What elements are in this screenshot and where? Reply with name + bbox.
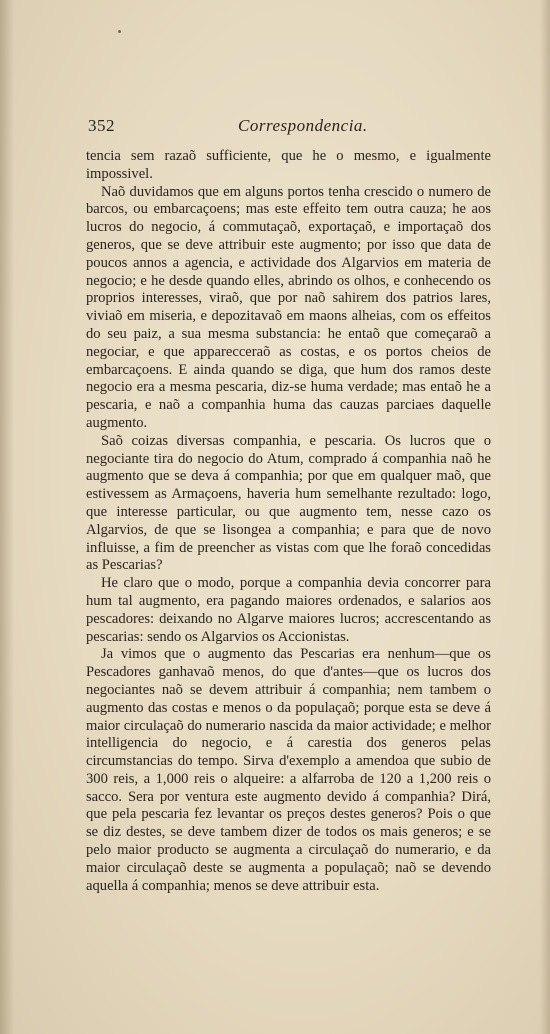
page-edge-shadow-right <box>540 0 550 1034</box>
running-title: Correspondencia. <box>238 116 368 135</box>
paragraph-5: Ja vimos que o augmento das Pescarias era nenhum—que os Pescadores ganhavaõ menos, do que d'antes—que os lucros dos negociantes naõ se devem attribuir á companhia; nem tambem o augmento das costas e menos o da populaçaõ; porque esta se deve á maior circulaçaõ do numerario nascida da maior actividade; e melhor intelligencia do negocio, e á carestia dos generos pelas circumstancias do tempo. Sirva d'exemplo a amendoa que subio de 300 reis, a 1,000 reis o alqueire: a alfarroba de 120 a 1,200 reis o sacco. Sera por ventura este augmento devido á companhia? Dirá, que pela pescaria fez levantar os preços destes generos? Pois o que se diz destes, se deve tambem dizer de todos os mais generos; e se pelo maior producto se augmenta a circulaçaõ do numerario, e da maior circulaçaõ deste se augmenta a populaçaõ; naõ se devendo aquella á companhia; menos se deve attribuir esta. <box>86 646 491 894</box>
page-number: 352 <box>88 116 115 135</box>
paragraph-2: Naõ duvidamos que em alguns portos tenha crescido o numero de barcos, ou embarcaçoens; mas este effeito tem outra cauza; he aos lucros do negocio, á commutaçaõ, exportaçaõ, e importaçaõ dos generos, que se deve attribuir este augmento; por isso que data de poucos annos a agencia, e actividade dos Algarvios em materia de negocio; e he desde quando elles, abrindo os olhos, e conhecendo os proprios interesses, viraõ, que por naõ sahirem dos patrios lares, viviaõ em miseria, e depozitavaõ em maons alheias, com os effeitos do seu paiz, a sua mesma substancia: he entaõ que começaraõ a negociar, e que apparecceraõ as costas, e os portos cheios de embarcaçoens. E ainda quando se diga, que hum dos ramos deste negocio era a mesma pescaria, diz-se huma verdade; mas entaõ he a pescaria, e naõ a companhia huma das cauzas parciaes daquelle augmento. <box>86 183 491 431</box>
body-text <box>86 148 491 895</box>
page-edge-shadow-left <box>0 0 14 1034</box>
paragraph-1: tencia sem razaõ sufficiente, que he o mesmo, e igualmente impossivel. <box>86 148 491 182</box>
paragraph-4: He claro que o modo, porque a companhia devia concorrer para hum tal augmento, era pagando maiores ordenados, e salarios aos pescadores: deixando no Algarve maiores lucros; accrescentando as pescarias: sendo os Algarvios os Accionistas. <box>86 575 491 645</box>
paragraph-3: Saõ coizas diversas companhia, e pescaria. Os lucros que o negociante tira do negocio do Atum, comprado á companhia naõ he augmento que se deva á companhia; por que em qualquer maõ, que estivessem as Armaçoens, haveria hum semelhante rezultado: logo, que interesse particular, ou que augmento tem, nesse cazo os Algarvios, de que se lisongea a companhia; e para que de novo influisse, a fim de preencher as vistas com que lhe foraõ concedidas as Pescarias? <box>86 432 491 574</box>
paper-speck <box>118 30 121 33</box>
page-header <box>88 116 488 136</box>
